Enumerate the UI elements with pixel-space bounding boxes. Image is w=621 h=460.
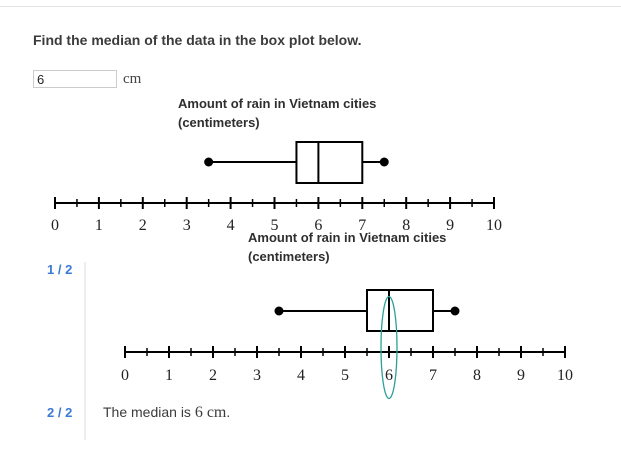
tick-label: 2 [138, 217, 147, 234]
tick-label: 8 [473, 367, 481, 384]
tick-label: 0 [51, 217, 59, 234]
tick-label: 10 [486, 217, 502, 234]
hint-2-text [103, 404, 230, 422]
tick-label: 3 [182, 217, 191, 234]
hint-counter-1: 1 / 2 [47, 262, 73, 277]
hint-counter-2: 2 / 2 [47, 405, 73, 420]
tick-label: 7 [429, 367, 437, 384]
tick-label: 9 [517, 367, 525, 384]
tick-label: 4 [226, 217, 235, 234]
hint-2-prefix: The median is [103, 404, 195, 420]
tick-label: 3 [253, 367, 261, 384]
tick-label: 1 [165, 367, 173, 384]
tick-label: 5 [270, 217, 279, 234]
tick-label: 5 [341, 367, 349, 384]
hint-2-suffix: . [226, 404, 231, 420]
tick-label: 6 [314, 217, 323, 234]
chart2-title: Amount of rain in Vietnam cities [248, 230, 447, 245]
chart1-subtitle: (centimeters) [178, 115, 260, 130]
tick-label: 2 [209, 367, 217, 384]
question-text: Find the median of the data in the box plot below. [33, 32, 362, 48]
answer-unit: cm [123, 71, 142, 87]
hint-2-value: 6 cm [194, 404, 227, 421]
tick-label: 8 [402, 217, 411, 234]
iqr-box [367, 290, 433, 331]
chart1-title: Amount of rain in Vietnam cities [178, 96, 377, 111]
tick-label: 4 [297, 367, 305, 384]
tick-label: 7 [358, 217, 367, 234]
max-point [451, 307, 460, 316]
tick-label: 10 [557, 367, 573, 384]
min-point [275, 307, 284, 316]
tick-label: 0 [121, 367, 129, 384]
tick-label: 9 [446, 217, 455, 234]
chart2-subtitle: (centimeters) [248, 249, 330, 264]
tick-label: 1 [94, 217, 103, 234]
tick-label: 6 [385, 367, 393, 384]
